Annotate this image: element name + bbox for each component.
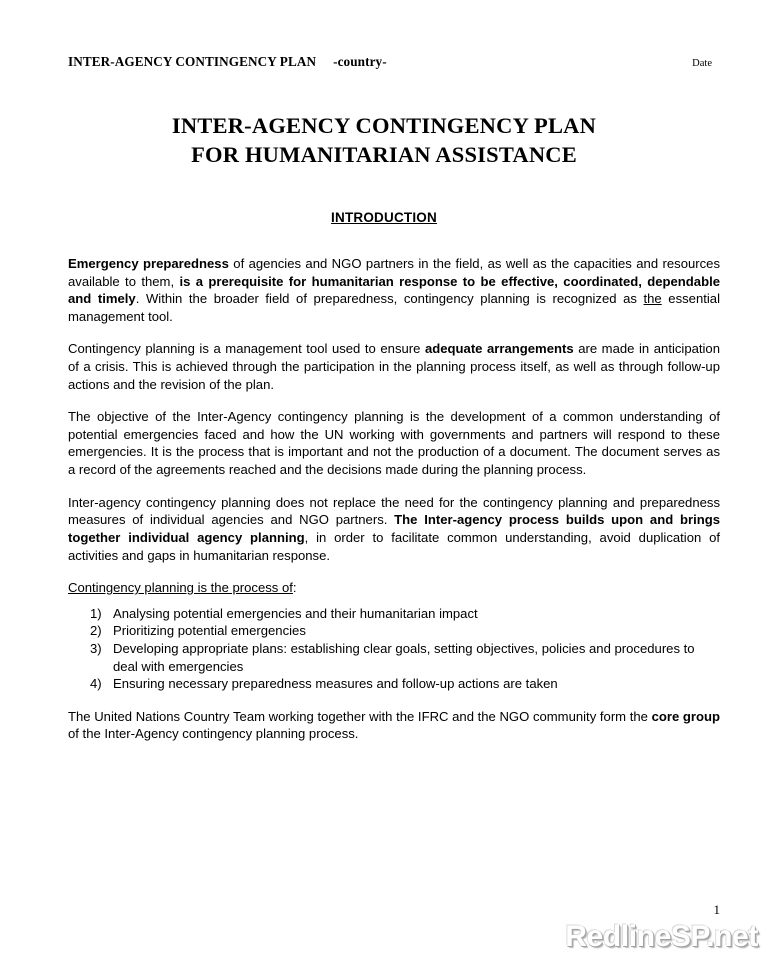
paragraph-5: [68, 708, 720, 743]
page-title-line-1: INTER-AGENCY CONTINGENCY PLAN: [171, 113, 597, 138]
running-header-date: Date: [692, 58, 712, 69]
list-item-text: Ensuring necessary preparedness measures and follow-up actions are taken: [113, 676, 558, 692]
page-title: [0, 112, 768, 169]
paragraph-1-text-1: of agencies and NGO partners in the field, as well as the capacities and resources available to them,: [68, 256, 720, 289]
paragraph-1-bold-1: Emergency preparedness: [68, 256, 229, 271]
paragraph-2-bold-1: adequate arrangements: [424, 341, 574, 357]
list-item: [68, 640, 720, 675]
section-heading-label: INTRODUCTION: [331, 210, 437, 225]
list-item-marker: 2): [90, 623, 102, 639]
paragraph-5-text-1: The United Nations Country Team working together with the IFRC and the NGO community form the: [68, 708, 652, 724]
list-item-marker: 3): [90, 640, 102, 656]
list-item: [68, 622, 720, 640]
paragraph-2-text-1: Contingency planning is a management tool used to ensure: [68, 341, 425, 357]
list-item-text: Developing appropriate plans: establishing clear goals, setting objectives, policies and procedures to deal with emergencies: [113, 640, 695, 674]
paragraph-1-bold-2: is a prerequisite for humanitarian response to be effective, coordinated, dependable and timely: [68, 273, 721, 307]
paragraph-4: [68, 494, 720, 564]
list-item: [68, 605, 720, 623]
watermark: RedlineSP.net: [565, 920, 758, 953]
paragraph-1: [68, 255, 720, 325]
list-item-marker: 4): [90, 676, 102, 692]
document-body: [68, 255, 720, 743]
list-item-text: Prioritizing potential emergencies: [113, 623, 306, 639]
paragraph-5-text-2: of the Inter-Agency contingency planning process.: [68, 726, 359, 742]
list-lead-in: [68, 579, 720, 597]
paragraph-1-text-2: . Within the broader field of preparedness, contingency planning is recognized as: [135, 291, 644, 307]
paragraph-3: [68, 408, 720, 478]
paragraph-4-bold-1: The Inter-agency process builds upon and brings together individual agency planning: [68, 512, 720, 545]
paragraph-4-text-2: , in order to facilitate common understanding, avoid duplication of activities and gaps in humanitarian response.: [68, 529, 720, 563]
paragraph-1-underline-1: the: [643, 291, 662, 307]
paragraph-3-text-1: The objective of the Inter-Agency contingency planning is the development of a common understanding of potential emergencies faced and how the UN working with governments and partners will respond to these emergencies. It is the process that is important and not the production of a document. The document serves as a record of the agreements reached and the decisions made during the planning process.: [68, 409, 720, 478]
list-item: [68, 675, 720, 693]
running-header-title: INTER-AGENCY CONTINGENCY PLAN -country-: [68, 54, 387, 69]
paragraph-2: [68, 340, 720, 393]
running-header: [68, 54, 720, 70]
list-item-text: Analysing potential emergencies and their humanitarian impact: [113, 605, 478, 621]
section-heading-introduction: [0, 209, 768, 227]
page-title-line-2: FOR HUMANITARIAN ASSISTANCE: [191, 141, 577, 167]
list-item-marker: 1): [90, 605, 102, 621]
page-number: 1: [713, 902, 720, 917]
paragraph-4-text-1: Inter-agency contingency planning does not replace the need for the contingency planning and preparedness measures of individual agencies and NGO partners.: [68, 494, 720, 528]
paragraph-5-bold-1: core group: [651, 708, 720, 724]
process-list: [68, 605, 720, 693]
paragraph-2-text-2: are made in anticipation of a crisis. This is achieved through the participation in the planning process itself, as well as through follow-up actions and the revision of the plan.: [68, 341, 720, 392]
list-lead-in-underlined: Contingency planning is the process of: [68, 580, 293, 596]
list-lead-in-tail: :: [292, 580, 297, 596]
paragraph-1-text-3: essential management tool.: [68, 291, 720, 324]
